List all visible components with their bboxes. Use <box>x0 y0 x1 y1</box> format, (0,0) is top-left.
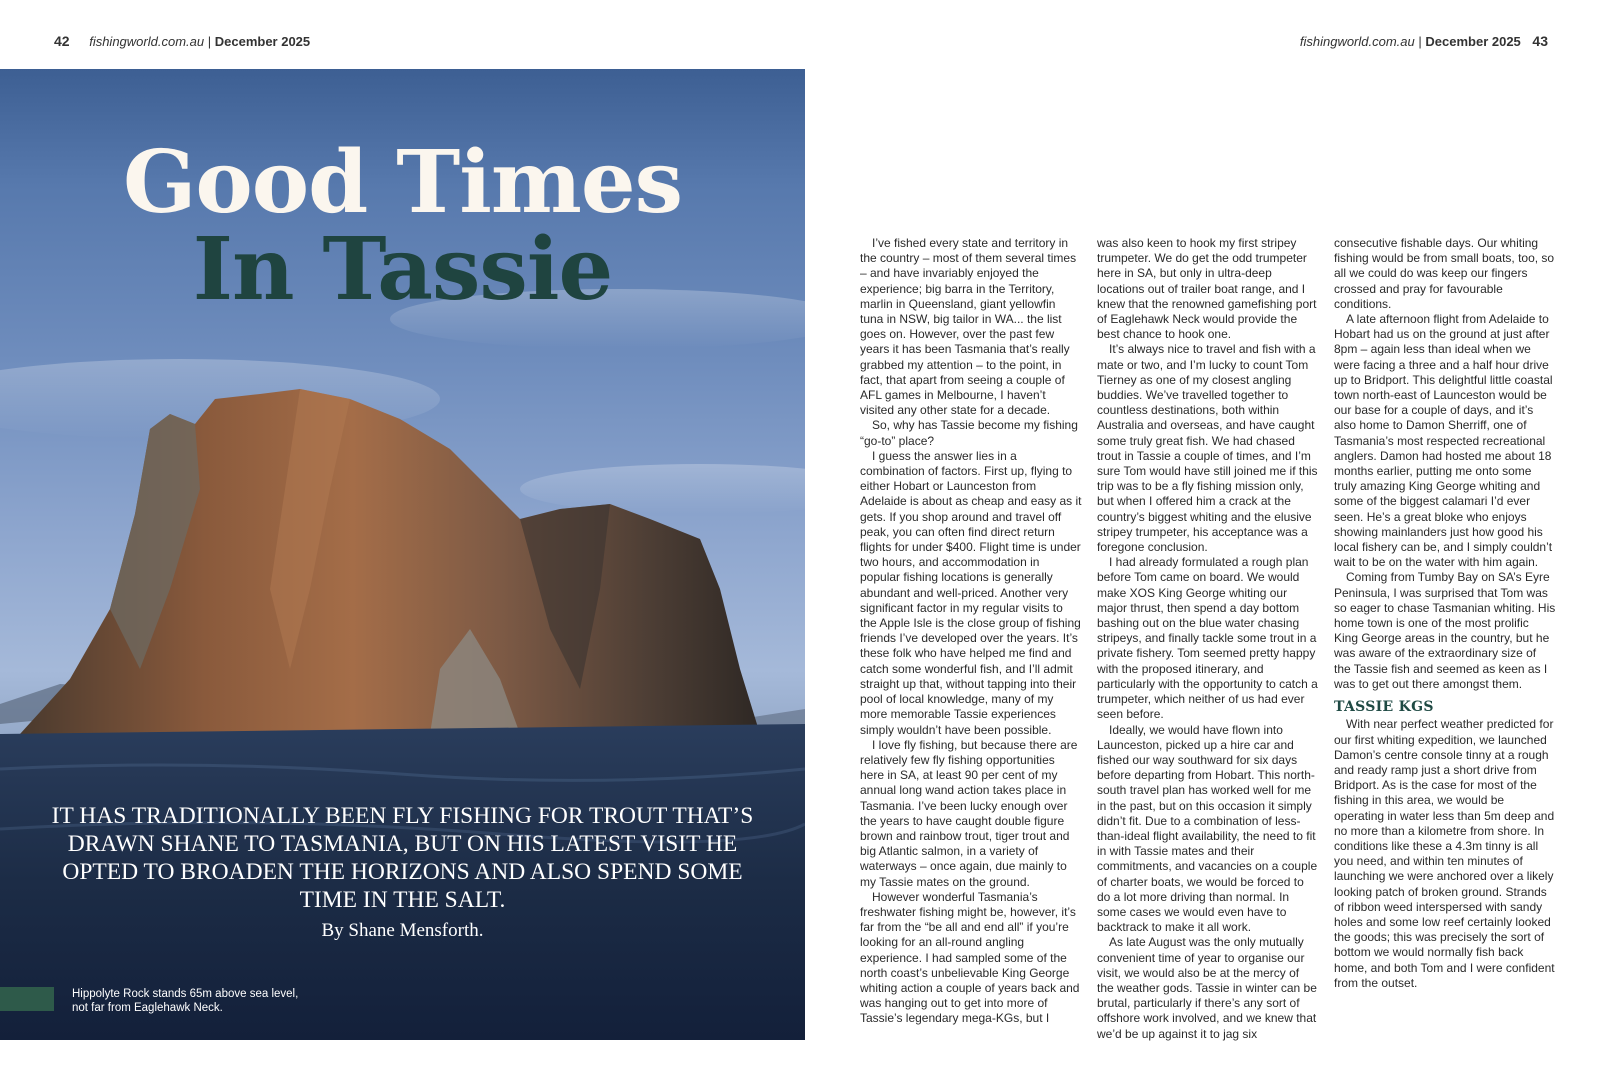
site-name: fishingworld.com.au <box>89 34 205 49</box>
byline: By Shane Mensforth. <box>321 920 484 941</box>
header-separator: | <box>207 34 212 49</box>
hero-photo <box>0 69 805 1040</box>
paragraph: was also keen to hook my first stripey trumpeter. We do get the odd trumpeter here in SA, but only in ultra-deep locations out of trailer boat range, and I knew that the renowned gamefishing port of Eaglehawk Neck would provide the best chance to hook one. <box>1097 236 1317 342</box>
paragraph: It’s always nice to travel and fish with a mate or two, and I’m lucky to count Tom Tierney as one of my closest angling buddies. We’ve travelled together to countless destinations, both within Australia and overseas, and have caught some truly great fish. We had chased trout in Tassie a couple of times, and I’m sure Tom would have still joined me if this trip was to be a fly fishing mission only, but when I offered him a crack at the country’s biggest whiting and the elusive stripey trumpeter, his acceptance was a foregone conclusion. <box>1097 342 1318 555</box>
paragraph: So, why has Tassie become my fishing “go-to” place? <box>860 418 1078 448</box>
paragraph: Ideally, we would have flown into Launceston, picked up a hire car and fished our way southward for six days before departing from Hobart. This north-south travel plan has worked well for me in the past, but on this occasion it simply didn’t fit. Due to a combination of less-than-ideal flight availability, the need to fit in with Tassie mates and their commitments, and vacancies on a couple of charter boats, we would be forced to do a lot more driving than normal. In some cases we would even have to backtrack to make it all work. <box>1097 722 1318 935</box>
paragraph: I had already formulated a rough plan before Tom came on board. We would make XOS King George whiting our major thrust, then spend a day bottom bashing out on the blue water chasing stripeys, and finally tackle some trout in a private fishery. Tom seemed pretty happy with the proposed itinerary, and particularly with the opportunity to catch a trumpeter, which neither of us had ever seen before. <box>1097 555 1318 722</box>
header-separator: | <box>1418 34 1422 49</box>
article-title-line-1: Good Times <box>122 132 683 233</box>
caption-accent-bar <box>0 987 54 1011</box>
page-header-right <box>1300 33 1548 49</box>
paragraph: As late August was the only mutually convenient time of year to organise our visit, we would also be at the mercy of the weather gods. Tassie in winter can be brutal, particularly if there’s any sort of offshore work involved, and we knew that we’d be up against it to jag six <box>1097 935 1317 1041</box>
article-title-line-2: In Tassie <box>192 219 613 320</box>
paragraph: consecutive fishable days. Our whiting fishing would be from small boats, too, so all we could do was keep our fingers crossed and pray for favourable conditions. <box>1334 236 1555 311</box>
article-column-2 <box>1097 236 1319 1042</box>
page-number-right: 43 <box>1532 33 1548 49</box>
photo-caption: Hippolyte Rock stands 65m above sea level, not far from Eaglehawk Neck. <box>72 988 299 1014</box>
page-number-left: 42 <box>54 33 70 49</box>
paragraph: A late afternoon flight from Adelaide to Hobart had us on the ground at just after 8pm – again less than ideal when we were facing a three and a half hour drive up to Bridport. This delightful little coastal town north-east of Launceston would be our base for a couple of days, and it’s also home to Damon Sherriff, one of Tasmania’s most respected recreational anglers. Damon had hosted me about 18 months earlier, putting me onto some truly amazing King George whiting and some of the biggest calamari I’d ever seen. He’s a great bloke who enjoys showing mainlanders just how good his local fishery can be, and I simply couldn’t wait to be on the water with him again. <box>1334 312 1553 570</box>
paragraph: I guess the answer lies in a combination of factors. First up, flying to either Hobart or Launceston from Adelaide is about as cheap and easy as it gets. If you shop around and travel off peak, you can often find direct return flights for under $400. Flight time is under two hours, and accommodation in popular fishing locations is generally abundant and well-priced. Another very significant factor in my regular visits to the Apple Isle is the close group of fishing friends I’ve developed over the years. It’s these folk who have helped me find and catch some wonderful fish, and I’ll admit straight up that, without tapping into their pool of local knowledge, many of my more memorable Tassie experiences simply wouldn’t have been possible. <box>860 448 1082 737</box>
standfirst: IT HAS TRADITIONALLY BEEN FLY FISHING FOR TROUT THAT’S DRAWN SHANE TO TASMANIA, BUT ON HIS LATEST VISIT HE OPTED TO BROADEN THE HORIZONS AND ALSO SPEND SOME TIME IN THE SALT. <box>51 803 754 913</box>
paragraph: Coming from Tumby Bay on SA’s Eyre Peninsula, I was surprised that Tom was so eager to chase Tasmanian whiting. His home town is one of the most prolific King George areas in the country, but he was aware of the extraordinary size of the Tassie fish and seemed as keen as I was to get out there amongst them. <box>1334 570 1556 691</box>
site-name: fishingworld.com.au <box>1299 34 1415 49</box>
issue-date: December 2025 <box>214 34 311 49</box>
paragraph: I love fly fishing, but because there are relatively few fly fishing opportunities here in SA, at least 90 per cent of my annual long wand action takes place in Tasmania. I’ve been lucky enough over the years to have caught double figure brown and rainbow trout, tiger trout and big Atlantic salmon, in a variety of waterways – once again, due mainly to my Tassie mates on the ground. <box>860 737 1078 889</box>
page-header-left <box>54 33 310 49</box>
section-subheading: TASSIE KGS <box>1334 699 1434 716</box>
article-column-1 <box>860 236 1082 1027</box>
article-column-3 <box>1334 236 1556 991</box>
issue-date: December 2025 <box>1425 34 1521 49</box>
paragraph: However wonderful Tasmania’s freshwater fishing might be, however, it’s far from the “be all and end all” if you’re looking for an all-round angling experience. I had sampled some of the north coast’s unbelievable King George whiting action a couple of years back and was hanging out to get into more of Tassie’s legendary mega-KGs, but I <box>860 889 1080 1026</box>
paragraph: I’ve fished every state and territory in the country – most of them several times – and have invariably enjoyed the experience; big barra in the Territory, marlin in Queensland, giant yellowfin tuna in NSW, big tailor in WA... the list goes on. However, over the past few years it has been Tasmania that’s really grabbed my attention – to the point, in fact, that apart from seeing a couple of AFL games in Melbourne, I haven’t visited any other state for a decade. <box>860 236 1077 418</box>
paragraph: With near perfect weather predicted for our first whiting expedition, we launched Damon’s centre console tinny at a rough and ready ramp just a short drive from Bridport. As is the case for most of the fishing in this area, we would be operating in water less than 5m deep and no more than a kilometre from shore. In conditions like these a 4.3m tinny is all you need, and within ten minutes of launching we were anchored over a likely looking patch of broken ground. Strands of ribbon weed interspersed with sandy holes and some low reef certainly looked the goods; this was precisely the sort of bottom we would normally fish back home, and both Tom and I were confident from the outset. <box>1334 717 1555 990</box>
